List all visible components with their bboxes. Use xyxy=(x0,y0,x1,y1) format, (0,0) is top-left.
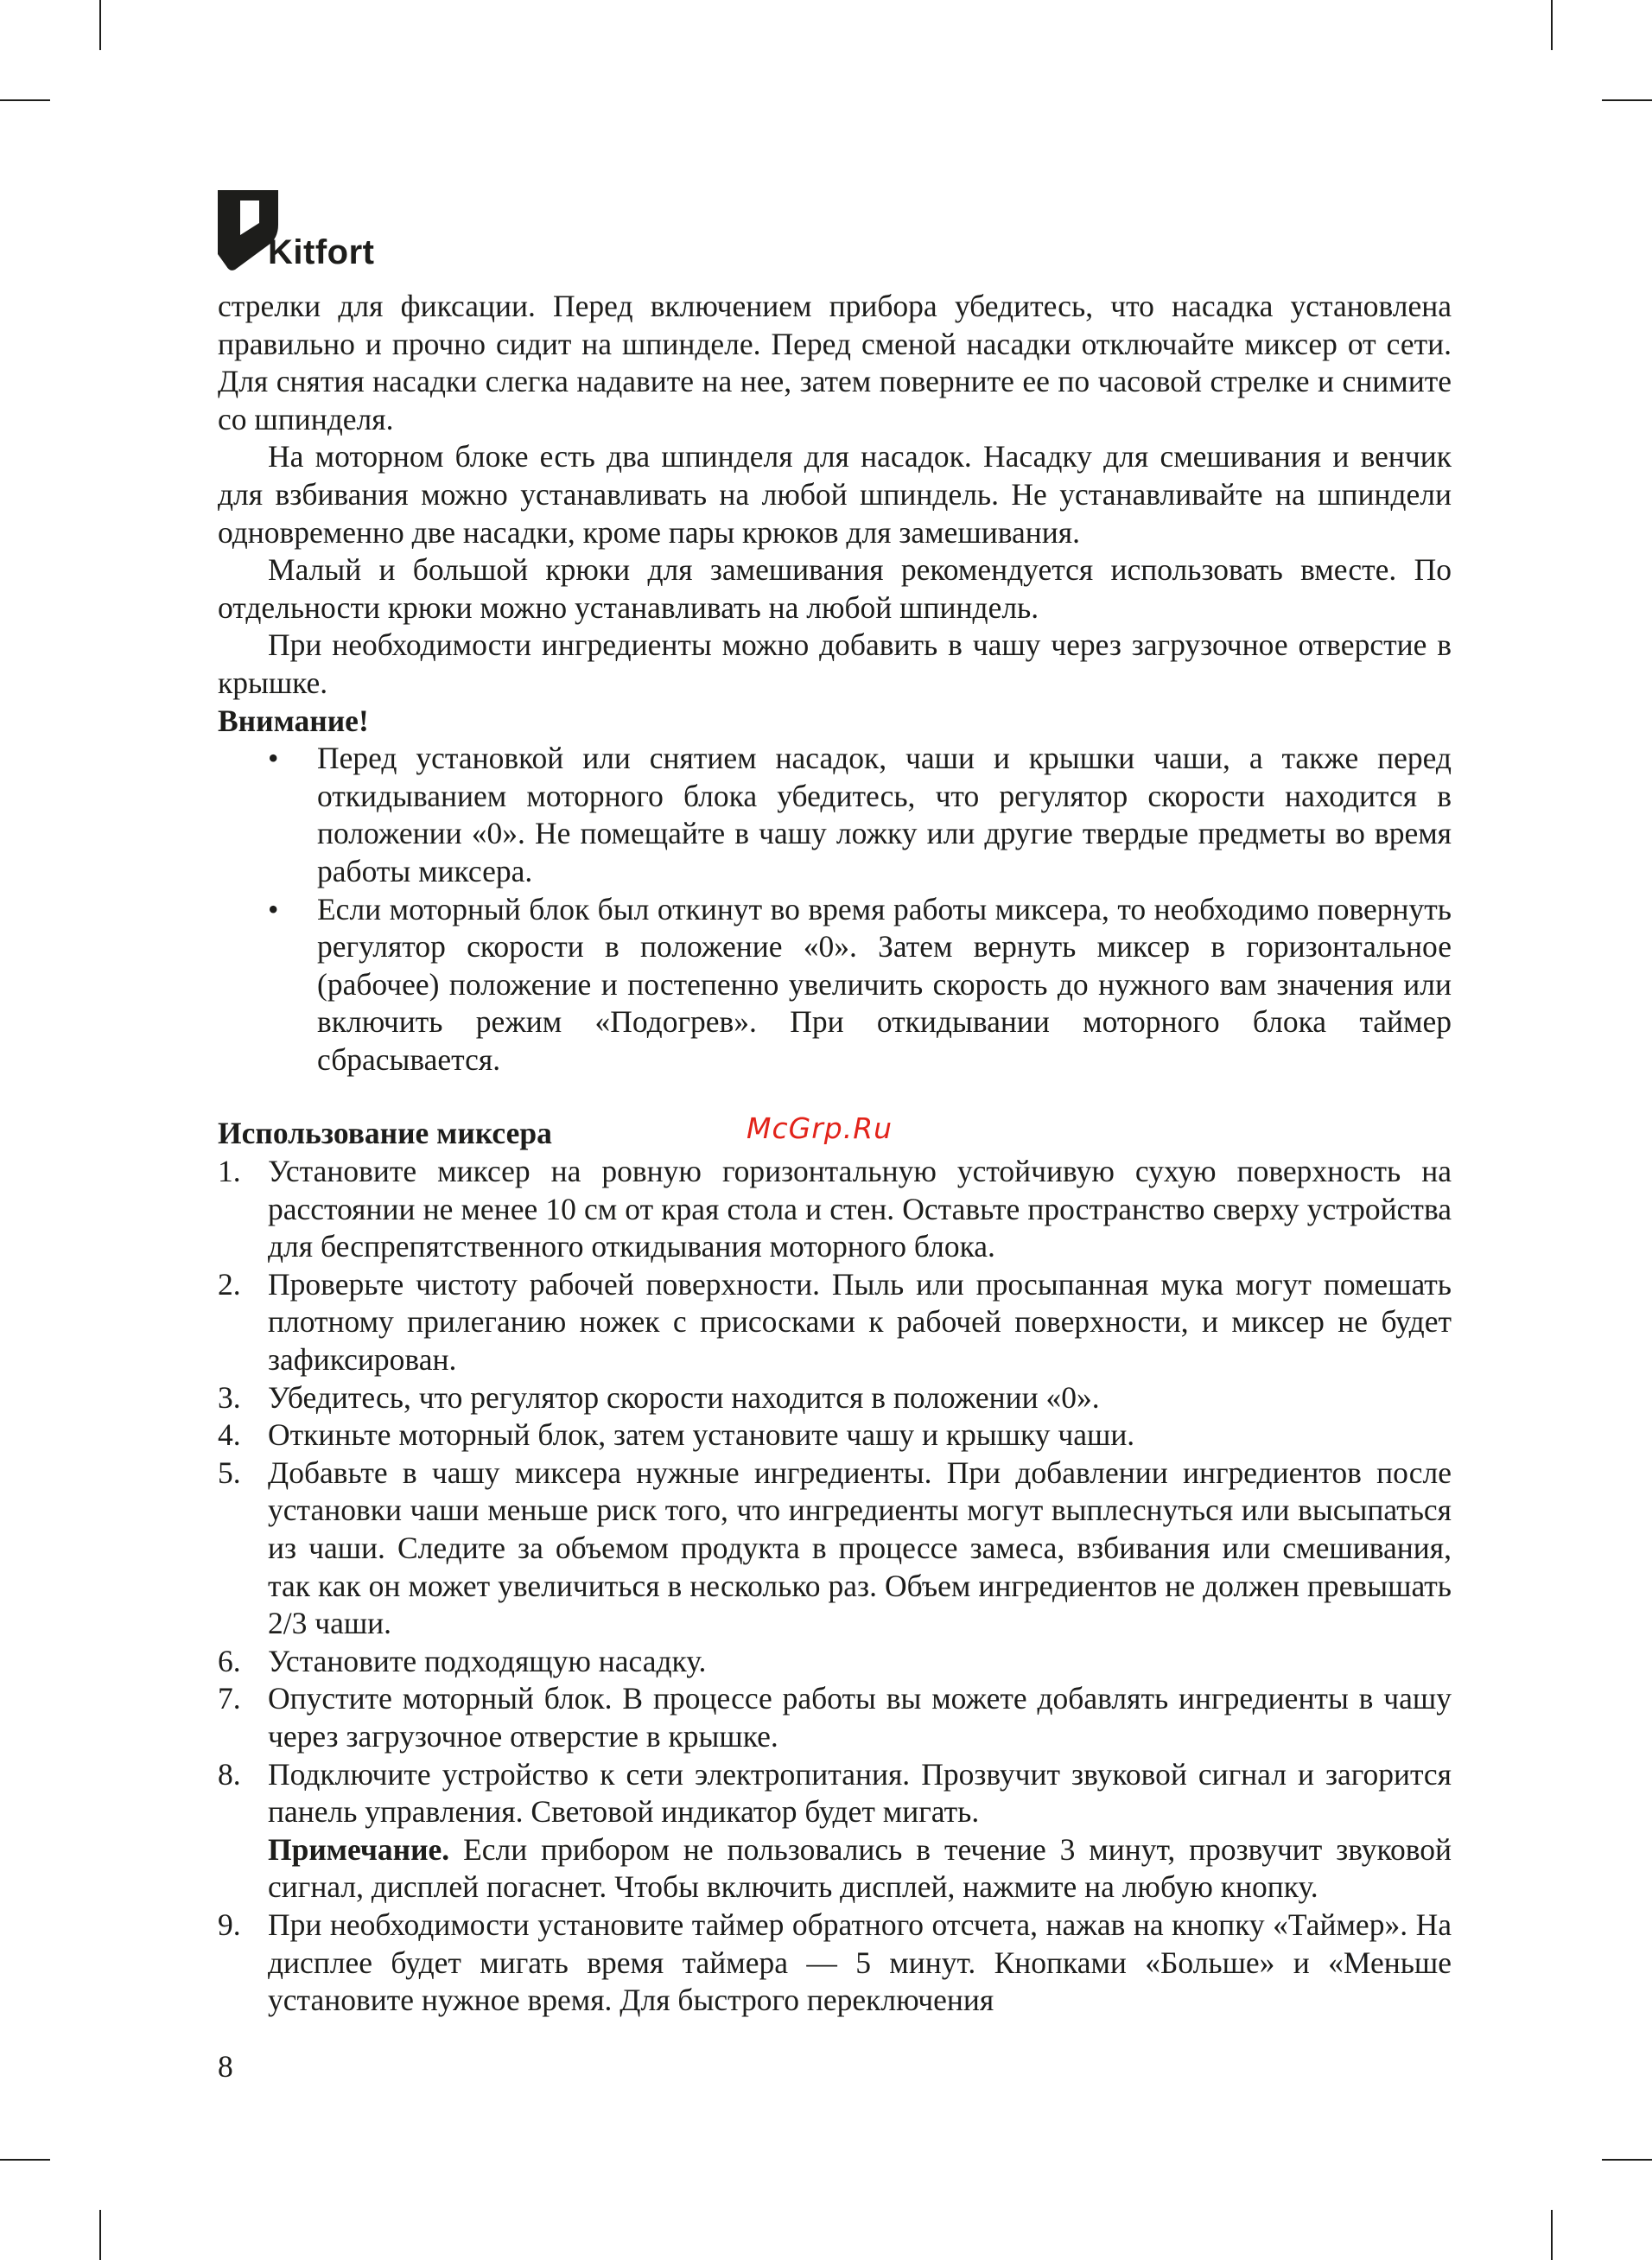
crop-mark-left-bottom xyxy=(0,2159,50,2161)
usage-heading: Использование миксера xyxy=(218,1116,552,1151)
crop-mark-top-right xyxy=(1551,0,1553,50)
attention-heading: Внимание! xyxy=(218,703,369,738)
list-item-text: Если моторный блок был откинут во время работы миксера, то необходимо повернуть регулятор скорости в положение «0». Затем вернуть миксер в горизонтальное (рабочее) положение и постепенно увеличить скорость до нужного вам значения или включить режим «Подогрев». При откидывании моторного блока таймер сбрасывается. xyxy=(317,891,1452,1077)
list-item xyxy=(218,1153,1452,1266)
step-note xyxy=(268,1831,1452,1907)
step-number: 5. xyxy=(218,1455,241,1490)
step-number: 8. xyxy=(218,1756,241,1792)
step-text: Добавьте в чашу миксера нужные ингредиенты. При добавлении ингредиентов после установки чаши меньше риск того, что ингредиенты могут выплеснуться или высыпаться из чаши. Следите за объемом продукта в процессе замеса, взбивания или смешивания, так как он может увеличиться в несколько раз. Объем ингредиентов не должен превышать 2/3 чаши. xyxy=(268,1455,1452,1641)
step-number: 4. xyxy=(218,1417,241,1453)
list-item xyxy=(218,891,1452,1079)
note-text: Если прибором не пользовались в течение 3 минут, прозвучит звуковой сигнал, дисплей погаснет. Чтобы включить дисплей, нажмите на любую кнопку. xyxy=(268,1831,1452,1905)
step-text: Установите подходящую насадку. xyxy=(268,1643,707,1678)
list-item xyxy=(218,1379,1452,1417)
list-item xyxy=(218,1266,1452,1379)
page-content xyxy=(218,288,1452,2020)
crop-mark-top-left xyxy=(99,0,101,50)
step-text: Убедитесь, что регулятор скорости находится в положении «0». xyxy=(268,1379,1100,1415)
intro-paragraph-4: При необходимости ингредиенты можно добавить в чашу через загрузочное отверстие в крышке. xyxy=(218,627,1452,700)
step-number: 7. xyxy=(218,1681,241,1716)
usage-steps xyxy=(218,1153,1452,2020)
list-item xyxy=(218,1680,1452,1755)
step-number: 3. xyxy=(218,1379,241,1415)
step-number: 9. xyxy=(218,1907,241,1942)
list-item xyxy=(218,1643,1452,1681)
list-item xyxy=(218,1756,1452,1907)
list-item xyxy=(218,1907,1452,2020)
intro-paragraph-3: Малый и большой крюки для замешивания рекомендуется использовать вместе. По отдельности крюки можно устанавливать на любой шпиндель. xyxy=(218,552,1452,625)
crop-mark-left-top xyxy=(0,99,50,101)
note-label: Примечание. xyxy=(268,1831,450,1867)
brand-name: Kitfort xyxy=(268,233,375,271)
watermark: McGrp.Ru xyxy=(747,1111,893,1145)
step-text: Проверьте чистоту рабочей поверхности. Пыль или просыпанная мука могут помешать плотному прилеганию ножек с присосками к рабочей поверхности, и миксер не будет зафиксирован. xyxy=(268,1266,1452,1378)
bullet-icon: • xyxy=(268,741,279,776)
crop-mark-right-top xyxy=(1602,99,1652,101)
step-text: Подключите устройство к сети электропитания. Прозвучит звуковой сигнал и загорится панель управления. Световой индикатор будет мигать. xyxy=(268,1756,1452,1830)
attention-list xyxy=(218,740,1452,1079)
kitfort-logo xyxy=(218,190,391,272)
crop-mark-bottom-left xyxy=(99,2210,101,2260)
bullet-icon: • xyxy=(268,891,279,926)
intro-paragraph-1: стрелки для фиксации. Перед включением прибора убедитесь, что насадка установлена правильно и прочно сидит на шпинделе. Перед сменой насадки отключайте миксер от сети. Для снятия насадки слегка надавите на нее, затем поверните ее по часовой стрелке и снимите со шпинделя. xyxy=(218,289,1452,436)
list-item xyxy=(218,1455,1452,1643)
step-number: 2. xyxy=(218,1266,241,1302)
step-text: При необходимости установите таймер обратного отсчета, нажав на кнопку «Таймер». На дисплее будет мигать время таймера — 5 минут. Кнопками «Больше» и «Меньше установите нужное время. Для быстрого переключения xyxy=(268,1907,1452,2018)
intro-paragraph-2: На моторном блоке есть два шпинделя для насадок. Насадку для смешивания и венчик для взбивания можно устанавливать на любой шпиндель. Не устанавливайте на шпиндели одновременно две насадки, кроме пары крюков для замешивания. xyxy=(218,439,1452,550)
step-number: 6. xyxy=(218,1643,241,1678)
step-text: Опустите моторный блок. В процессе работы вы можете добавлять ингредиенты в чашу через загрузочное отверстие в крышке. xyxy=(268,1681,1452,1754)
step-text: Установите миксер на ровную горизонтальную устойчивую сухую поверхность на расстоянии не менее 10 см от края стола и стен. Оставьте пространство сверху устройства для беспрепятственного откидывания моторного блока. xyxy=(268,1154,1452,1264)
page-number: 8 xyxy=(218,2049,233,2084)
list-item-text: Перед установкой или снятием насадок, чаши и крышки чаши, а также перед откидыванием моторного блока убедитесь, что регулятор скорости находится в положении «0». Не помещайте в чашу ложку или другие твердые предметы во время работы миксера. xyxy=(317,741,1452,888)
list-item xyxy=(218,740,1452,890)
crop-mark-bottom-right xyxy=(1551,2210,1553,2260)
step-number: 1. xyxy=(218,1154,241,1189)
list-item xyxy=(218,1416,1452,1455)
step-text: Откиньте моторный блок, затем установите чашу и крышку чаши. xyxy=(268,1417,1135,1453)
crop-mark-right-bottom xyxy=(1602,2159,1652,2161)
